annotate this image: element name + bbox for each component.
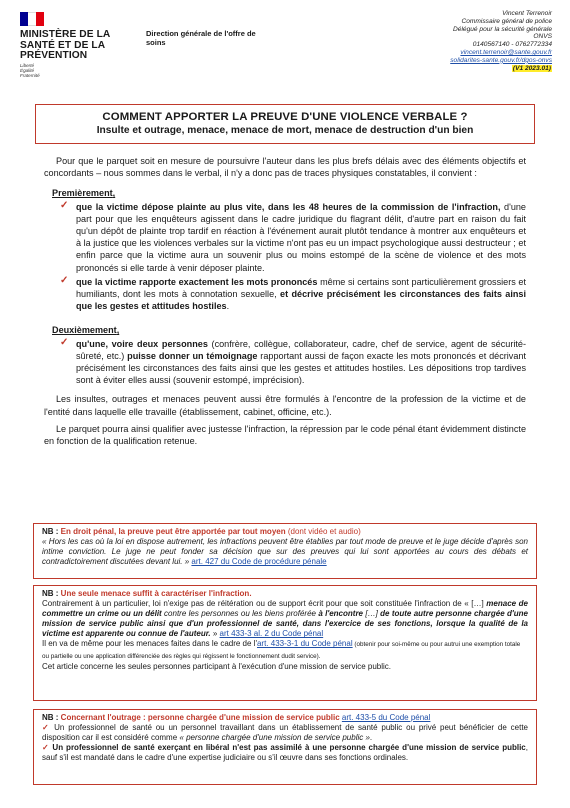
contact-name: Vincent Terrenoir (502, 10, 552, 17)
check-icon: ✓ (42, 743, 50, 753)
republic-motto: Liberté Égalité Fraternité (20, 63, 40, 78)
check-icon: ✓ (60, 336, 69, 348)
document-body (44, 155, 526, 447)
nb-box-threat: NB : Une seule menace suffit à caractériser l'infraction. Contrairement à un particulier, loi n'exige pas de réitération ou de support écrit pour que soit constituée l'infraction de « […] menace de commettre un crime ou un délit contre les personnes ou les biens proférée à l'encontre […] de toute autre personne chargée d'une mission de service public ainsi que d'un professionnel de santé, dans l'exercice de ses fonctions, lorsque la qualité de la victime est apparente ou connue de l'auteur. » art 433-3 al. 2 du Code pénal Il en va de même pour les menaces faites dans le cadre de l'art. 433-3-1 du Code pénal (obtenir pour soi-même ou pour autrui une exemption totale ou partielle ou une application différenciée des règles qui régissent le fonctionnement dudit service). Cet article concerne les seules personnes participant à l'exécution d'une mission de service public. (33, 585, 537, 701)
section-heading-first: Premièrement, (52, 188, 116, 199)
ref-link[interactable]: art 433-3 al. 2 du Code pénal (219, 629, 324, 639)
document-title-box (35, 104, 535, 144)
document-subtitle: Insulte et outrage, menace, menace de mort, menace de destruction d'un bien (96, 125, 474, 136)
ref-link[interactable]: art. 433-3-1 du Code pénal (256, 639, 353, 649)
check-icon: ✓ (60, 274, 69, 286)
insults-paragraph: Les insultes, outrages et menaces peuvent aussi être formulés à l'encontre de la profession de la victime et de l'entité dans laquelle elle travaille (établissement, cabinet, officine, etc.). (44, 394, 526, 417)
ref-link[interactable]: art. 433-5 du Code pénal (341, 713, 431, 722)
contact-email-link[interactable]: vincent.terrenoir@sante.gouv.fr (460, 48, 552, 56)
contact-role: Commissaire général de police (461, 17, 552, 25)
list-item: ✓ que la victime rapporte exactement les mots prononcés même si certains sont particulièrement grossiers et humiliants, dont les mots à connotation sexuelle, et décrive précisément les circonstances des faits ainsi que les gestes et attitudes hostiles. (60, 274, 526, 312)
list-item: ✓ qu'une, voire deux personnes (confrère, collègue, collaborateur, cadre, chef de service, agent de sécurité-sûreté, etc.) puisse donner un témoignage rapportant aussi de façon exacte les mots prononcés et décrivant précisément les circonstances des faits ainsi que les gestes et attitudes hostiles. Les dépositions trop tardives sont à éviter elles aussi (souvenir estompé, imprécision). (60, 336, 526, 386)
contact-role: Délégué pour la sécurité générale (453, 25, 552, 33)
section-heading-second: Deuxièmement, (52, 325, 120, 336)
nb-box-evidence: NB : En droit pénal, la preuve peut être apportée par tout moyen (dont vidéo et audio) « Hors les cas où la loi en dispose autrement, les infractions peuvent être établies par tout mode de preuve et le juge décide d'après son intime conviction. Le juge ne peut fonder sa décision que sur des preuves qui lui sont apportées au cours des débats et contradictoirement discutées devant lui. » art. 427 du Code de procédure pénale (33, 523, 537, 579)
department-name: Direction générale de l'offre de soins (146, 29, 256, 47)
check-icon: ✓ (42, 723, 51, 733)
intro-paragraph: Pour que le parquet soit en mesure de poursuivre l'auteur dans les plus brefs délais avec des éléments objectifs et concordants – nous sommes dans le verbal, il n'y a donc pas de traces physiques constatables, il convient : (44, 156, 526, 179)
contact-phones: 0140567140 - 0762772334 (472, 41, 552, 49)
list-item: ✓ que la victime dépose plainte au plus vite, dans les 48 heures de la commission de l'infraction, d'une part pour que les enquêteurs agissent dans le cadre juridique du flagrant délit, d'autre part en raison du fait qu'un dépôt de plainte trop tardif en réaction à l'événement aurait plutôt tendance à montrer aux enquêteurs et à la justice que les violences verbales sur la victime n'ont pas eu un impact psychologique aussi destructeur ; et enfin parce que la victime aura un souvenir plus ou moins estompé de la scène de violence et des mots prononcés si elle tarde à venir déposer plainte. (60, 199, 526, 273)
ref-link[interactable]: art. 427 du Code de procédure pénale (191, 557, 327, 567)
separator-line (257, 419, 313, 420)
document-title: COMMENT APPORTER LA PREUVE D'UNE VIOLENCE VERBALE ? (102, 111, 468, 123)
check-icon: ✓ (60, 199, 69, 211)
ministry-name: MINISTÈRE DE LA SANTÉ ET DE LA PRÉVENTION (20, 29, 110, 61)
contact-site-link[interactable]: solidarites-sante.gouv.fr/dgos-onvs (450, 56, 552, 64)
contact-block (322, 10, 552, 72)
parquet-paragraph: Le parquet pourra ainsi qualifier avec justesse l'infraction, la répression par le code pénal étant évidemment distincte en fonction de la qualification retenue. (44, 423, 526, 447)
version-badge: (V1 2023.01) (512, 64, 551, 72)
french-flag-logo (20, 12, 44, 26)
contact-unit: ONVS (533, 33, 552, 41)
nb-box-outrage: NB : Concernant l'outrage : personne chargée d'une mission de service public art. 433-5 du Code pénal ✓ Un professionnel de santé ou un personnel travaillant dans un établissement de santé public ou privé peut bénéficier de cette disposition car il est considéré comme « personne chargée d'une mission de service public ». ✓ Un professionnel de santé exerçant en libéral n'est pas assimilé à une personne chargée d'une mission de service public, sauf s'il est mandaté dans le cadre d'une expertise judiciaire ou s'il œuvre dans ses fonctions ordinales. (33, 709, 537, 785)
